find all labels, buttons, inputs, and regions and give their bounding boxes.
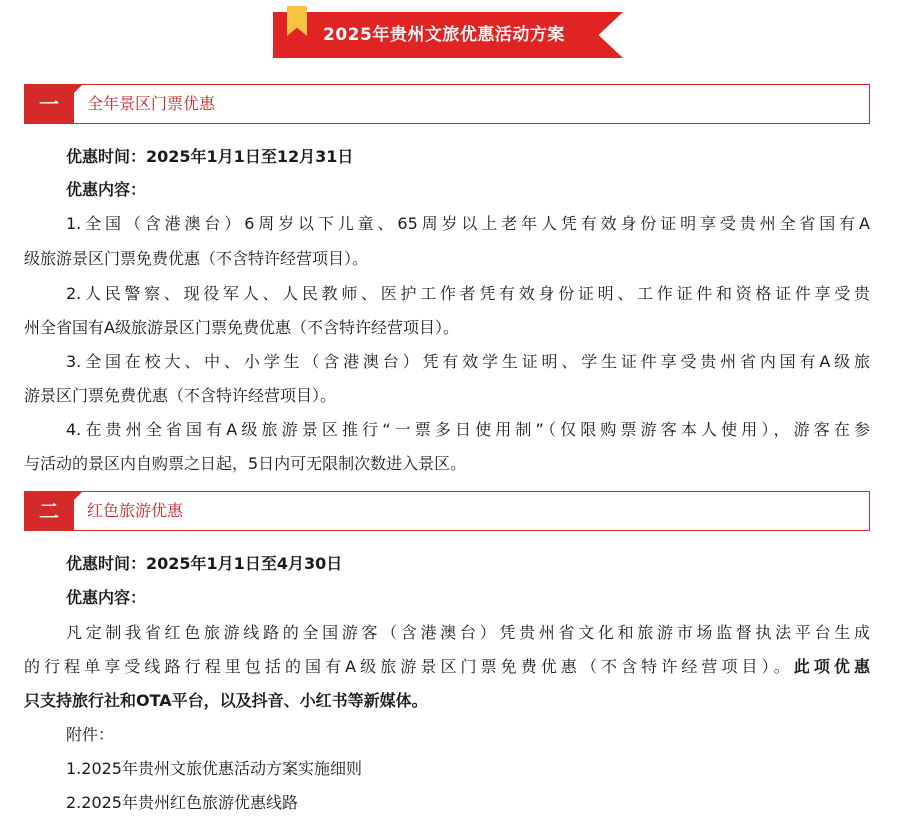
offer-item-1-line-2: 级旅游景区门票免费优惠（不含特许经营项目）。 bbox=[24, 249, 369, 268]
red-tourism-paragraph-line-3: 只支持旅行社和OTA平台，以及抖音、小红书等新媒体。 bbox=[24, 691, 428, 710]
offer-content-label: 优惠内容： bbox=[66, 588, 147, 607]
paragraph-text: 的行程单享受线路行程里包括的国有A级旅游景区门票免费优惠（不含特许经营项目）。 bbox=[24, 657, 794, 676]
attachment-link-1[interactable]: 1.2025年贵州文旅优惠活动方案实施细则 bbox=[66, 759, 362, 778]
offer-time-value: 2025年1月1日至4月30日 bbox=[146, 554, 343, 573]
section-title: 红色旅游优惠 bbox=[87, 501, 184, 520]
offer-time-label: 优惠时间： bbox=[66, 147, 147, 166]
section-title: 全年景区门票优惠 bbox=[87, 94, 216, 113]
section-header-2 bbox=[24, 491, 870, 531]
attachment-link-2[interactable]: 2.2025年贵州红色旅游优惠线路 bbox=[66, 793, 298, 812]
red-tourism-paragraph-line-2 bbox=[24, 654, 870, 680]
offer-item-2-line-2: 州全省国有A级旅游景区门票免费优惠（不含特许经营项目）。 bbox=[24, 318, 459, 337]
offer-item-3-line-1: 3.全国在校大、中、小学生（含港澳台）凭有效学生证明、学生证件享受贵州省内国有A级旅 bbox=[66, 352, 870, 371]
offer-item-2-line-1: 2.人民警察、现役军人、人民教师、医护工作者凭有效身份证明、工作证件和资格证件享受贵 bbox=[66, 284, 870, 303]
offer-item-4-line-1: 4.在贵州全省国有A级旅游景区推行“一票多日使用制”（仅限购票游客本人使用），游客在参 bbox=[66, 420, 870, 439]
offer-time-value: 2025年1月1日至12月31日 bbox=[146, 147, 354, 166]
offer-time-row bbox=[66, 144, 870, 170]
offer-item-3-line-2: 游景区门票免费优惠（不含特许经营项目）。 bbox=[24, 386, 337, 405]
offer-item-4-line-2: 与活动的景区内自购票之日起，5日内可无限制次数进入景区。 bbox=[24, 454, 467, 473]
attachment-label: 附件： bbox=[66, 725, 115, 744]
section-number-badge: 二 bbox=[24, 491, 74, 531]
section-number-badge: 一 bbox=[24, 84, 74, 124]
page-title: 2025年贵州文旅优惠活动方案 bbox=[323, 25, 565, 45]
section-header-1 bbox=[24, 84, 870, 124]
paragraph-emphasis: 此项优惠 bbox=[793, 657, 870, 676]
offer-time-row bbox=[66, 551, 870, 577]
offer-item-1-line-1: 1.全国（含港澳台）6周岁以下儿童、65周岁以上老年人凭有效身份证明享受贵州全省国有A bbox=[66, 214, 870, 233]
offer-content-label: 优惠内容： bbox=[66, 180, 147, 199]
red-tourism-paragraph-line-1: 凡定制我省红色旅游线路的全国游客（含港澳台）凭贵州省文化和旅游市场监督执法平台生成 bbox=[66, 623, 870, 642]
offer-time-label: 优惠时间： bbox=[66, 554, 147, 573]
title-banner bbox=[273, 12, 623, 58]
